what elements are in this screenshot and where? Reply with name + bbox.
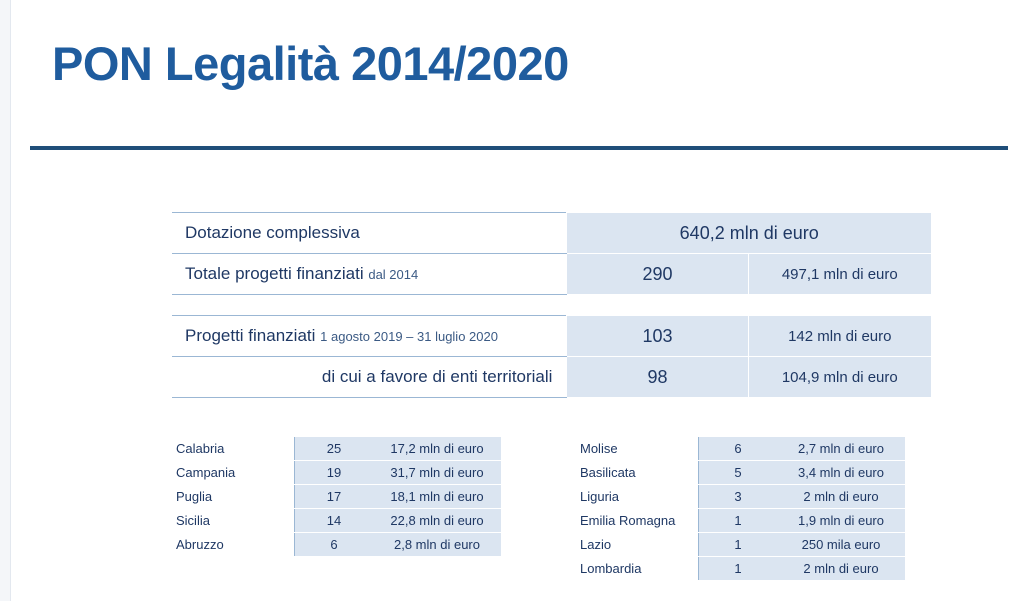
row-amount: 104,9 mln di euro [748,357,931,398]
table-row [580,461,905,485]
region-amount: 3,4 mln di euro [777,461,905,485]
region-amount: 2,7 mln di euro [777,437,905,461]
region-count: 17 [295,485,374,509]
table-row [176,533,501,557]
region-count: 14 [295,509,374,533]
region-name: Campania [176,461,295,485]
region-name: Calabria [176,437,295,461]
region-count: 6 [295,533,374,557]
row-amount: 497,1 mln di euro [748,254,931,295]
region-count: 19 [295,461,374,485]
table-row [580,533,905,557]
regions-table-left [176,437,501,557]
region-count: 5 [699,461,778,485]
region-name: Puglia [176,485,295,509]
region-name: Liguria [580,485,699,509]
table-row [173,213,932,254]
summary-table [172,212,932,398]
region-count: 3 [699,485,778,509]
region-amount: 2 mln di euro [777,485,905,509]
region-amount: 1,9 mln di euro [777,509,905,533]
row-count: 290 [567,254,748,295]
spacer-cell [567,295,748,316]
row-label: Progetti finanziati [185,326,316,345]
row-label: Totale progetti finanziati [185,264,364,283]
region-name: Lazio [580,533,699,557]
row-label: Dotazione complessiva [185,223,360,242]
region-name: Sicilia [176,509,295,533]
row-amount: 142 mln di euro [748,316,931,357]
table-row [580,557,905,581]
spacer-cell [173,295,567,316]
region-count: 1 [699,533,778,557]
regions-table-right [580,437,905,581]
left-accent-bar [0,0,11,601]
row-count: 98 [567,357,748,398]
row-count: 103 [567,316,748,357]
region-name: Basilicata [580,461,699,485]
region-count: 25 [295,437,374,461]
table-row [173,316,932,357]
table-row [580,509,905,533]
table-row [580,485,905,509]
row-label-note: dal 2014 [368,267,419,282]
region-count: 1 [699,509,778,533]
region-name: Emilia Romagna [580,509,699,533]
table-row [173,254,932,295]
region-name: Abruzzo [176,533,295,557]
row-label-cell [173,254,567,295]
spacer-cell [748,295,931,316]
region-amount: 250 mila euro [777,533,905,557]
region-amount: 31,7 mln di euro [373,461,501,485]
region-amount: 18,1 mln di euro [373,485,501,509]
row-wide-value: 640,2 mln di euro [567,213,932,254]
region-amount: 22,8 mln di euro [373,509,501,533]
region-count: 1 [699,557,778,581]
row-label: di cui a favore di enti territoriali [321,367,553,386]
row-label-cell [173,357,567,398]
row-label-note: 1 agosto 2019 – 31 luglio 2020 [320,329,498,344]
region-amount: 17,2 mln di euro [373,437,501,461]
region-name: Molise [580,437,699,461]
page-title: PON Legalità 2014/2020 [52,37,569,90]
table-row [176,485,501,509]
row-label-cell [173,316,567,357]
region-amount: 2,8 mln di euro [373,533,501,557]
table-row [176,509,501,533]
table-row [176,461,501,485]
row-label-cell [173,213,567,254]
region-count: 6 [699,437,778,461]
title-divider [30,146,1008,150]
region-name: Lombardia [580,557,699,581]
region-amount: 2 mln di euro [777,557,905,581]
table-row [176,437,501,461]
table-row [173,357,932,398]
table-row [580,437,905,461]
table-spacer-row [173,295,932,316]
